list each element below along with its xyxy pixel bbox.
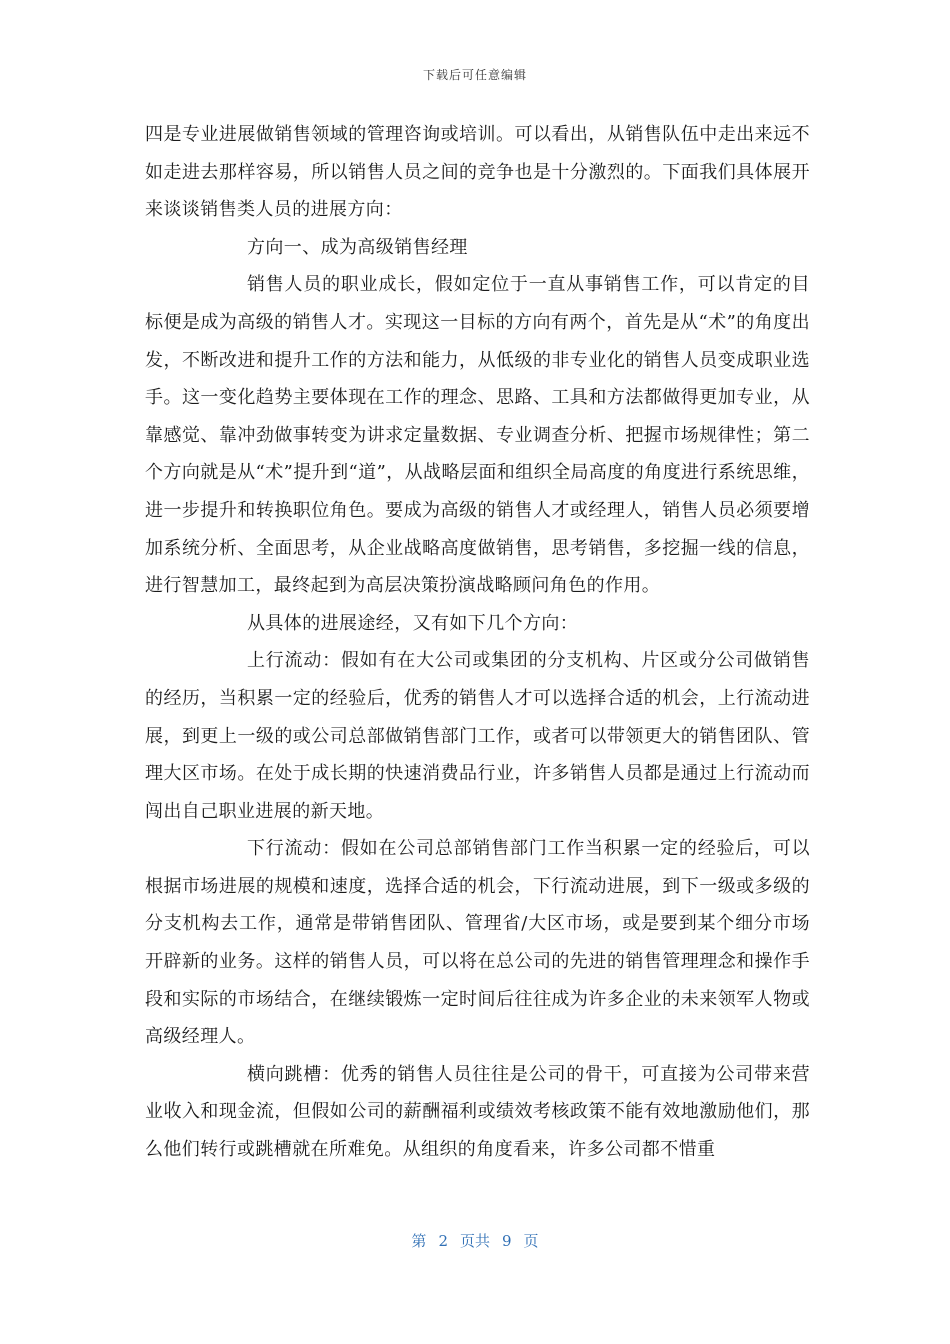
section-heading: 方向一、成为高级销售经理 xyxy=(247,236,468,258)
footer-ye: 页 xyxy=(523,1232,539,1250)
total-page-number: 9 xyxy=(502,1232,512,1250)
paragraph: 从具体的进展途经，又有如下几个方向： xyxy=(247,612,579,634)
paragraph: 横向跳槽：优秀的销售人员往往是公司的骨干，可直接为公司带来营业收入和现金流，但假如公司的薪酬福利或绩效考核政策不能有效地激励他们，那么他们转行或跳槽就在所难免。从组织的角度看来，许多公司都不惜重 xyxy=(145,1063,810,1161)
paragraph: 上行流动：假如有在大公司或集团的分支机构、片区或分公司做销售的经历，当积累一定的经验后，优秀的销售人才可以选择合适的机会，上行流动进展，到更上一级的或公司总部做销售部门工作，或者可以带领更大的销售团队、管理大区市场。在处于成长期的快速消费品行业，许多销售人员都是通过上行流动而闯出自己职业进展的新天地。 xyxy=(145,650,810,822)
paragraph: 四是专业进展做销售领域的管理咨询或培训。可以看出，从销售队伍中走出来远不如走进去那样容易，所以销售人员之间的竞争也是十分激烈的。下面我们具体展开来谈谈销售类人员的进展方向： xyxy=(145,124,810,221)
footer-ye-gong: 页共 xyxy=(459,1232,490,1250)
current-page-number: 2 xyxy=(438,1232,448,1250)
footer-di: 第 xyxy=(411,1232,427,1250)
document-body xyxy=(145,116,810,1169)
paragraph: 销售人员的职业成长，假如定位于一直从事销售工作，可以肯定的目标便是成为高级的销售人才。实现这一目标的方向有两个，首先是从“术”的角度出发，不断改进和提升工作的方法和能力，从低级的非专业化的销售人员变成职业选手。这一变化趋势主要体现在工作的理念、思路、工具和方法都做得更加专业，从靠感觉、靠冲劲做事转变为讲求定量数据、专业调查分析、把握市场规律性；第二个方向就是从“术”提升到“道”，从战略层面和组织全局高度的角度进行系统思维，进一步提升和转换职位角色。要成为高级的销售人才或经理人，销售人员必须要增加系统分析、全面思考，从企业战略高度做销售，思考销售，多挖掘一线的信息，进行智慧加工，最终起到为高层决策扮演战略顾问角色的作用。 xyxy=(145,274,810,597)
paragraph: 下行流动：假如在公司总部销售部门工作当积累一定的经验后，可以根据市场进展的规模和速度，选择合适的机会，下行流动进展，到下一级或多级的分支机构去工作，通常是带销售团队、管理省/大区市场，或是要到某个细分市场开辟新的业务。这样的销售人员，可以将在总公司的先进的销售管理理念和操作手段和实际的市场结合，在继续锻炼一定时间后往往成为许多企业的未来领军人物或高级经理人。 xyxy=(145,838,810,1048)
page-footer xyxy=(0,1230,950,1251)
page-header: 下载后可任意编辑 xyxy=(422,68,527,82)
